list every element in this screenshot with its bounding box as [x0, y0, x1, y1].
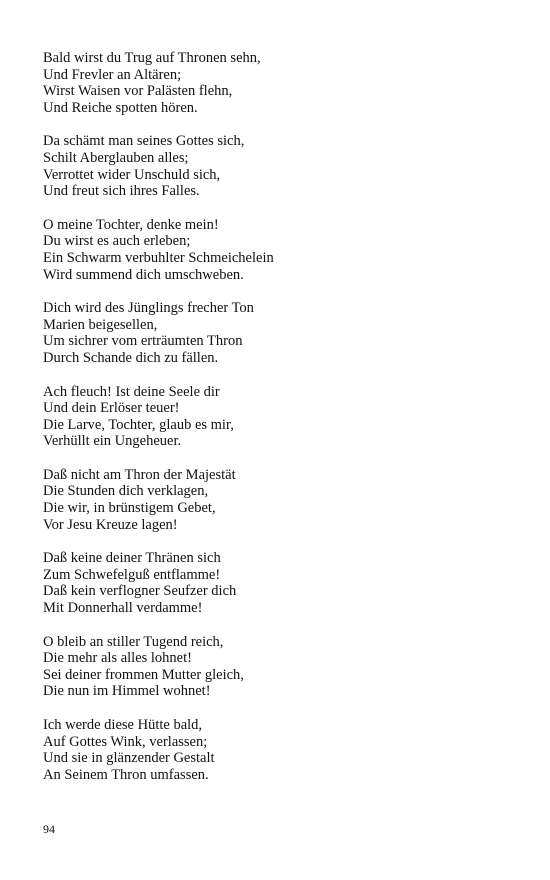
poem-line: Du wirst es auch erleben;	[43, 233, 191, 250]
poem-text	[43, 50, 523, 800]
stanza-2	[43, 133, 523, 199]
stanza-5	[43, 384, 523, 450]
poem-line: Daß kein verflogner Seufzer dich	[43, 583, 237, 600]
poem-line: Die Larve, Tochter, glaub es mir,	[43, 416, 234, 433]
poem-line: An Seinem Thron umfassen.	[43, 766, 209, 783]
poem-line: Ich werde diese Hütte bald,	[43, 717, 203, 733]
poem-line: Und sie in glänzender Gestalt	[43, 750, 215, 767]
poem-line: Verhüllt ein Ungeheuer.	[43, 433, 182, 450]
poem-line: Und freut sich ihres Falles.	[43, 183, 200, 200]
poem-line: Daß keine deiner Thränen sich	[43, 550, 221, 567]
poem-line: Bald wirst du Trug auf Thronen sehn,	[43, 50, 261, 66]
poem-line: Ein Schwarm verbuhlter Schmeichelein	[43, 249, 274, 266]
poem-line: Mit Donnerhall verdamme!	[43, 600, 203, 617]
poem-line: Und Reiche spotten hören.	[43, 99, 198, 116]
poem-line: Wirst Waisen vor Palästen flehn,	[43, 83, 233, 100]
poem-line: Zum Schwefelguß entflamme!	[43, 566, 221, 583]
stanza-4	[43, 300, 523, 366]
poem-line: Und dein Erlöser teuer!	[43, 400, 180, 417]
poem-line: Sei deiner frommen Mutter gleich,	[43, 666, 244, 683]
stanza-7	[43, 550, 523, 616]
poem-line: Dich wird des Jünglings frecher Ton	[43, 300, 254, 317]
stanza-3	[43, 217, 523, 283]
poem-line: Die wir, in brünstigem Gebet,	[43, 500, 216, 517]
poem-line: Die nun im Himmel wohnet!	[43, 683, 211, 700]
poem-line: Schilt Aberglauben alles;	[43, 149, 189, 166]
poem-line: Die mehr als alles lohnet!	[43, 650, 192, 667]
poem-line: Und Frevler an Altären;	[43, 66, 182, 83]
page-number: 94	[43, 822, 55, 836]
poem-line: Marien beigesellen,	[43, 316, 158, 333]
stanza-9	[43, 717, 523, 783]
poem-line: Wird summend dich umschweben.	[43, 266, 244, 283]
poem-line: O bleib an stiller Tugend reich,	[43, 633, 224, 650]
stanza-1	[43, 50, 523, 116]
poem-line: Vor Jesu Kreuze lagen!	[43, 516, 178, 533]
stanza-6	[43, 467, 523, 533]
poem-line: Daß nicht am Thron der Majestät	[43, 466, 236, 483]
poem-line: Ach fleuch! Ist deine Seele dir	[43, 383, 220, 400]
poem-line: Da schämt man seines Gottes sich,	[43, 133, 245, 150]
poem-line: Durch Schande dich zu fällen.	[43, 349, 219, 366]
poem-line: Um sichrer vom erträumten Thron	[43, 333, 243, 350]
poem-line: Die Stunden dich verklagen,	[43, 483, 209, 500]
poem-line: Verrottet wider Unschuld sich,	[43, 166, 221, 183]
stanza-8	[43, 634, 523, 700]
poem-line: O meine Tochter, denke mein!	[43, 216, 219, 233]
poem-line: Auf Gottes Wink, verlassen;	[43, 733, 208, 750]
